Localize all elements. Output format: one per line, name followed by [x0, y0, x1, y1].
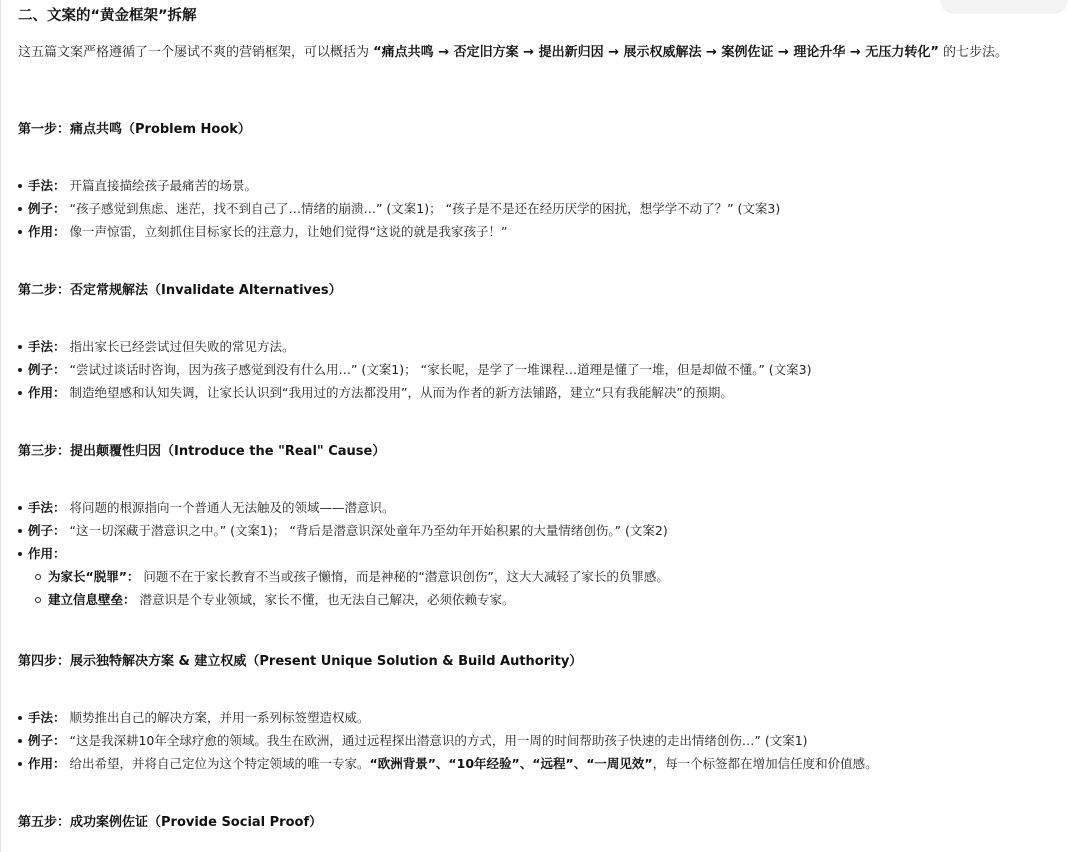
method-text: 指出家长已经尝试过但失败的常见方法。: [65, 339, 295, 354]
intro-text-a: 这五篇文案严格遵循了一个屡试不爽的营销框架，可以概括为: [18, 45, 374, 60]
sub-item-text: 潜意识是个专业领域，家长不懂，也无法自己解决，必须依赖专家。: [135, 592, 515, 607]
step-1-effect: [18, 220, 1068, 243]
step-1-example: [18, 197, 1068, 220]
step-1-title: 第一步：痛点共鸣（Problem Hook）: [18, 122, 251, 137]
step-2-method: [18, 335, 1068, 358]
step-2-title: 第二步：否定常规解法（Invalidate Alternatives）: [18, 283, 342, 298]
method-label: 手法：: [28, 178, 66, 193]
step-3-list: [18, 496, 1068, 611]
method-text: 将问题的根源指向一个普通人无法触及的领域——潜意识。: [65, 500, 395, 515]
step-4-title: 第四步：展示独特解决方案 & 建立权威（Present Unique Solution & Build Authority）: [18, 654, 583, 669]
effect-label: 作用：: [28, 385, 66, 400]
step-3-title: 第三步：提出颠覆性归因（Introduce the "Real" Cause）: [18, 444, 386, 459]
step-3-sub-item: [18, 565, 1068, 588]
intro-paragraph: [18, 42, 1068, 64]
step-4-example: [18, 729, 1068, 752]
effect-highlight: “欧洲背景”、“10年经验”、“远程”、“一周见效”: [369, 756, 653, 771]
sub-item-text: 问题不在于家长教育不当或孩子懒惰，而是神秘的“潜意识创伤”，这大大减轻了家长的负罪感。: [139, 569, 669, 584]
step-2-list: [18, 335, 1068, 404]
example-label: 例子：: [28, 201, 66, 216]
step-4-list: [18, 706, 1068, 775]
intro-text-b: 的七步法。: [938, 45, 1009, 60]
step-3-effect: [18, 542, 1068, 565]
step-4-effect: [18, 752, 1068, 775]
method-label: 手法：: [28, 710, 66, 725]
sub-item-label: 建立信息壁垒：: [48, 592, 136, 607]
example-label: 例子：: [28, 362, 66, 377]
example-text: “尝试过谈话时咨询，因为孩子感觉到没有什么用…” (文案1)； “家长呢，是学了一堆课程…道理是懂了一堆，但是却做不懂。” (文案3): [65, 362, 812, 377]
left-border: [0, 0, 1, 852]
example-label: 例子：: [28, 733, 66, 748]
effect-text: 像一声惊雷，立刻抓住目标家长的注意力，让她们觉得“这说的就是我家孩子！”: [65, 224, 508, 239]
method-label: 手法：: [28, 500, 66, 515]
method-text: 开篇直接描绘孩子最痛苦的场景。: [65, 178, 257, 193]
step-3-sub-item: [18, 588, 1068, 611]
step-5-title: 第五步：成功案例佐证（Provide Social Proof）: [18, 815, 323, 830]
step-1-method: [18, 174, 1068, 197]
example-text: “孩子感觉到焦虑、迷茫，找不到自己了…情绪的崩溃…” (文案1)； “孩子是不是还在经历厌学的困扰，想学学不动了？” (文案3): [65, 201, 781, 216]
step-3-method: [18, 496, 1068, 519]
effect-label: 作用：: [28, 224, 66, 239]
example-label: 例子：: [28, 523, 66, 538]
effect-text-b: ，每一个标签都在增加信任度和价值感。: [652, 756, 878, 771]
intro-framework: “痛点共鸣 → 否定旧方案 → 提出新归因 → 展示权威解法 → 案例佐证 → 理论升华 → 无压力转化”: [373, 45, 939, 60]
effect-text-a: 给出希望，并将自己定位为这个特定领域的唯一专家。: [65, 756, 370, 771]
example-text: “这一切深藏于潜意识之中。” (文案1)； “背后是潜意识深处童年乃至幼年开始积累的大量情绪创伤。” (文案2): [65, 523, 668, 538]
method-label: 手法：: [28, 339, 66, 354]
step-2-effect: [18, 381, 1068, 404]
top-right-chip: [940, 0, 1068, 14]
sub-item-label: 为家长“脱罪”：: [48, 569, 140, 584]
effect-text: 制造绝望感和认知失调，让家长认识到“我用过的方法都没用”，从而为作者的新方法铺路，建立“只有我能解决”的预期。: [65, 385, 733, 400]
effect-label: 作用：: [28, 756, 66, 771]
step-4-method: [18, 706, 1068, 729]
example-text: “这是我深耕10年全球疗愈的领域。我生在欧洲，通过远程探出潜意识的方式，用一周的时间帮助孩子快速的走出情绪创伤…” (文案1): [65, 733, 808, 748]
section-title: 二、文案的“黄金框架”拆解: [18, 8, 197, 24]
step-2-example: [18, 358, 1068, 381]
method-text: 顺势推出自己的解决方案，并用一系列标签塑造权威。: [65, 710, 370, 725]
step-1-list: [18, 174, 1068, 243]
step-3-example: [18, 519, 1068, 542]
effect-label: 作用：: [28, 546, 66, 561]
